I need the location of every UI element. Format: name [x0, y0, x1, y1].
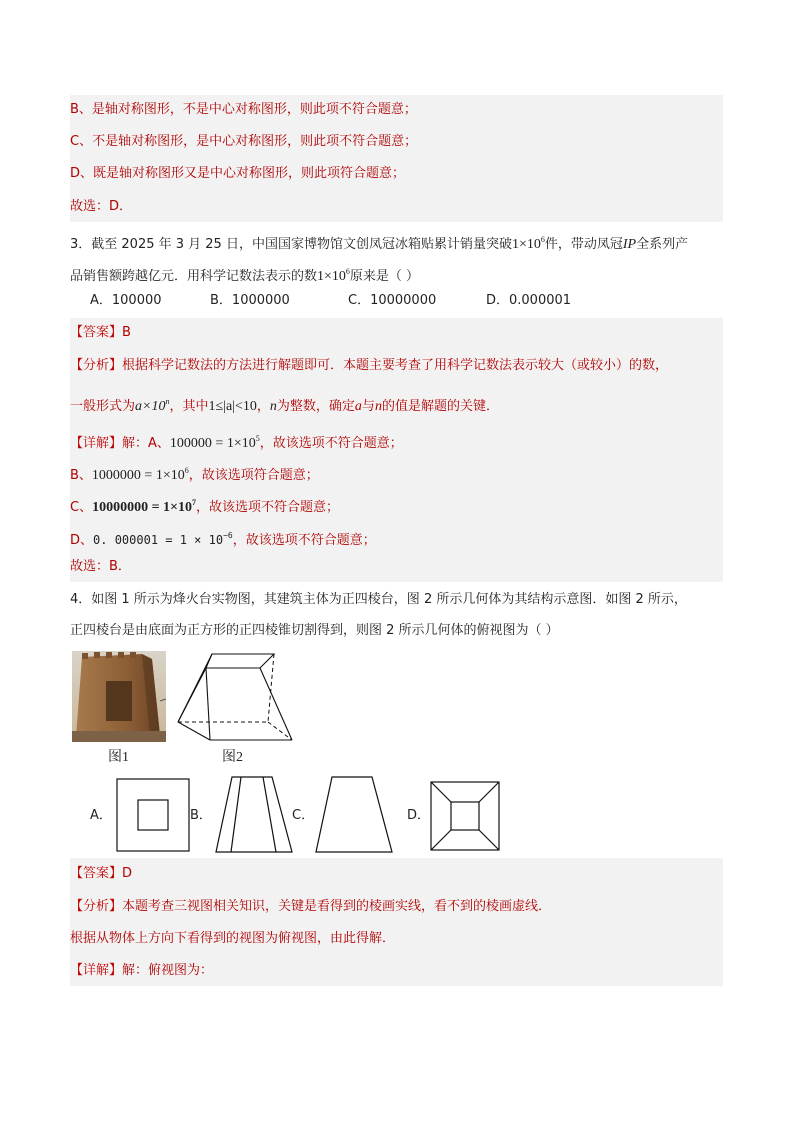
q3-choose: 故选：B． — [70, 559, 131, 574]
q3-form: $a\times 10^n$ — [135, 397, 170, 414]
prev-option-c-explain: C、不是轴对称图形，是中心对称图形，则此项不符合题意； — [70, 134, 418, 149]
q4-option-a-figure — [116, 778, 190, 852]
answer-tag: 【答案】 — [70, 325, 123, 340]
q3-detail-c-math: $10000000 = 1\times 10^7$ — [92, 498, 197, 515]
q3-detail-c: C、$10000000 = 1\times 10^7$，故该选项不符合题意； — [70, 498, 340, 515]
q4-stem-line2: 正四棱台是由底面为正方形的正四棱锥切割得到，则图 2 所示几何体的俯视图为（ ） — [70, 623, 559, 638]
q3-stem-line2 — [70, 262, 419, 287]
answer-value: B — [122, 325, 131, 340]
q3-detail-a-math: $100000 = 1\times 10^5$ — [169, 434, 260, 451]
prev-choose: 故选：D． — [70, 199, 133, 214]
answer-value: D — [122, 866, 133, 881]
q3-option-c: C．10000000 — [348, 293, 437, 308]
q4-answer — [70, 864, 132, 884]
q4-option-b-label: B． — [190, 808, 212, 823]
q3-range: 1≤|a|<10 — [208, 399, 257, 414]
q4-option-c-label: C． — [292, 808, 315, 823]
beacon-tower-photo — [72, 651, 166, 742]
detail-tag: 【详解】 — [70, 436, 123, 451]
q3-detail-b: B、$1000000 = 1\times 10^6$，故该选项符合题意； — [70, 466, 319, 483]
q3-ip: IP — [622, 237, 637, 252]
q3-stem-text-a: 3．截至 2025 年 3 月 25 日，中国国家博物馆文创凤冠冰箱贴累计销量突破 — [70, 237, 512, 252]
q3-option-a: A．100000 — [90, 293, 162, 308]
q3-stem-text-d: 品销售额跨越亿元．用科学记数法表示的数 — [70, 269, 318, 284]
q3-stem-line1 — [70, 230, 688, 255]
q3-sci-number: $1\times 10^6$ — [511, 235, 545, 252]
q3-analysis-line2: 一般形式为$a\times 10^n$，其中1≤|a|<10，n为整数，确定a与n的值是解题的关键． — [70, 397, 499, 414]
answer-tag: 【答案】 — [70, 866, 123, 881]
detail-text: 解：俯视图为： — [122, 963, 214, 978]
q3-sci-number-2: $1\times 10^6$ — [317, 267, 350, 284]
q3-answer — [70, 323, 131, 343]
q3-option-b: B．1000000 — [210, 293, 290, 308]
q3-stem-text-e: 原来是（ ） — [349, 269, 420, 284]
analysis-text: 本题考查三视图相关知识，关键是看得到的棱画实线，看不到的棱画虚线． — [122, 899, 552, 914]
q4-option-c-figure — [314, 776, 394, 854]
figure-2-caption: 图2 — [222, 750, 243, 765]
q3-detail-d: D、0. $000001 = 1 \times 10^{-6}$，故该选项不符合题意； — [70, 531, 376, 548]
q4-analysis-line1 — [70, 897, 551, 917]
frustum-diagram — [176, 650, 296, 744]
q3-detail-b-math: $1000000 = 1\times 10^6$ — [91, 466, 189, 483]
q4-option-b-figure — [214, 776, 294, 854]
q4-stem-line1: 4．如图 1 所示为烽火台实物图，其建筑主体为正四棱台，图 2 所示几何体为其结构示意图．如图 2 所示， — [70, 592, 687, 607]
detail-tag: 【详解】 — [70, 963, 123, 978]
q3-detail-d-math: 0. $000001 = 1 \times 10^{-6}$ — [93, 531, 233, 547]
q4-analysis-line2: 根据从物体上方向下看得到的视图为俯视图，由此得解． — [70, 931, 396, 946]
q4-option-d-figure — [430, 781, 500, 851]
analysis-text: 根据科学记数法的方法进行解题即可．本题主要考查了用科学记数法表示较大（或较小）的数， — [122, 358, 669, 373]
q4-option-d-label: D． — [407, 808, 431, 823]
q3-option-d: D．0.000001 — [486, 293, 572, 308]
q3-stem-text-c: 全系列产 — [636, 237, 689, 252]
analysis-tag: 【分析】 — [70, 358, 123, 373]
q3-detail-a: 【详解】解：A、$100000 = 1\times 10^5$，故该选项不符合题意； — [70, 434, 403, 451]
prev-option-d-explain: D、既是轴对称图形又是中心对称图形，则此项符合题意； — [70, 166, 406, 181]
q4-detail — [70, 961, 213, 981]
q3-stem-text-b: 件，带动凤冠 — [544, 237, 623, 252]
q4-option-a-label: A． — [90, 808, 112, 823]
q3-analysis-line1 — [70, 356, 668, 376]
figure-1-caption: 图1 — [108, 750, 129, 765]
analysis-tag: 【分析】 — [70, 899, 123, 914]
prev-option-b-explain: B、是轴对称图形，不是中心对称图形，则此项不符合题意； — [70, 102, 417, 117]
